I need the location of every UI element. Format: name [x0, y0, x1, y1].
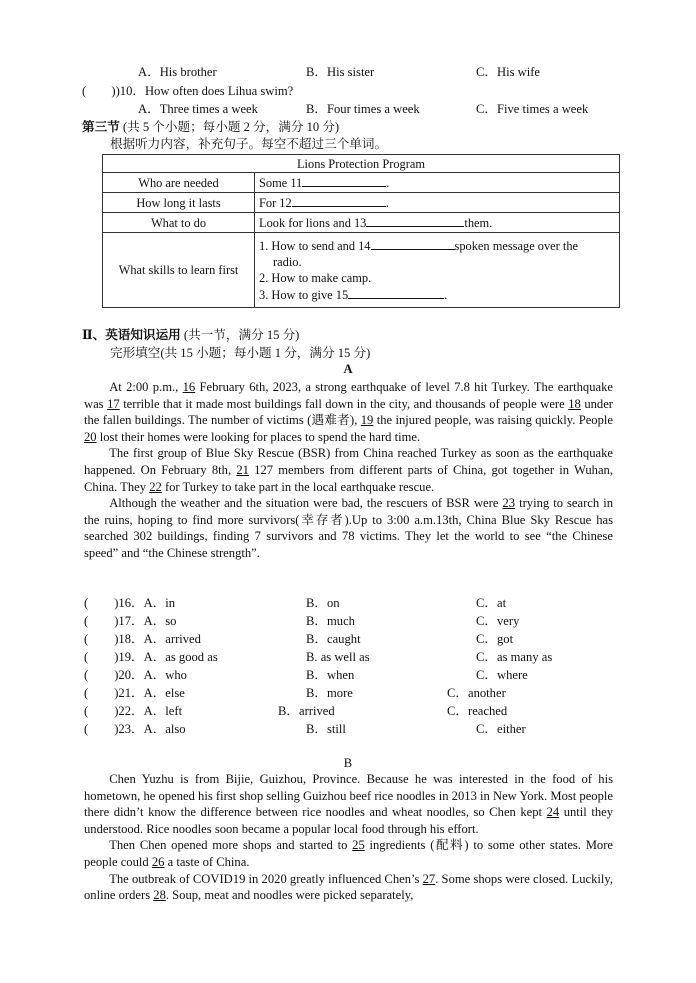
option-a: A．also — [143, 722, 186, 736]
text: lost their homes were looking for places to spend the hard time. — [99, 429, 421, 444]
section3-title: 第三节 — [82, 120, 120, 134]
text: ingredients (配料) to some other states. More people could — [84, 838, 613, 869]
q10-stem — [82, 83, 293, 100]
blank-11-after: . — [386, 176, 390, 190]
blank-12[interactable] — [292, 194, 386, 207]
question-17-b: B．much — [306, 614, 355, 628]
question-number: )19． — [114, 650, 144, 664]
text: under the fallen buildings. The number of victims (遇难者), — [84, 396, 613, 428]
passage-a-p3 — [84, 495, 613, 561]
table-value-how-long — [255, 193, 620, 213]
option-a: A．who — [143, 668, 187, 682]
skills-line-2: 2. How to make camp. — [259, 271, 372, 285]
question-number: )22． — [114, 704, 144, 718]
text: The outbreak of COVID19 in 2020 greatly influenced Chen’s — [109, 871, 420, 886]
question-number: )17． — [114, 614, 144, 628]
lions-table — [102, 154, 620, 308]
question-16-b: B．on — [306, 596, 340, 610]
skills-line-1 — [259, 237, 615, 254]
paren: ( — [84, 704, 89, 718]
skills-line-1b: radio. — [273, 255, 302, 269]
question-19 — [84, 649, 218, 666]
question-number: )23． — [114, 722, 144, 736]
question-17-c: C．very — [476, 614, 520, 628]
table-value-skills — [255, 233, 620, 308]
blank-13[interactable] — [366, 214, 464, 227]
table-key-how-long: How long it lasts — [103, 193, 255, 213]
question-19-b: B. as well as — [306, 650, 370, 664]
q10-option-c: C．Five times a week — [476, 102, 589, 116]
text: 127 members from different parts of China, got together in Wuhan, China. They — [84, 462, 614, 494]
passage-a-label: A — [343, 362, 353, 376]
blank-26[interactable]: 26 — [151, 854, 165, 869]
blank-16[interactable]: 16 — [182, 380, 196, 394]
section3-note: (共 5 个小题；每小题 2 分，满分 10 分) — [119, 120, 340, 134]
passage-b-label: B — [343, 756, 353, 770]
text: . Soup, meat and noodles were picked separately, — [165, 888, 414, 903]
passage-b-p3 — [84, 871, 613, 904]
blank-19[interactable]: 19 — [360, 413, 374, 428]
blank-14[interactable] — [371, 237, 455, 250]
text: a taste of China. — [167, 854, 250, 869]
question-17 — [84, 613, 176, 630]
q9-option-a: A．His brother — [138, 65, 217, 79]
question-number: )16． — [114, 596, 144, 610]
option-a: A．as good as — [143, 650, 218, 664]
passage-b-p1 — [84, 771, 613, 837]
q10-option-a: A．Three times a week — [138, 102, 258, 116]
passage-a-p1 — [84, 379, 613, 445]
question-23-c: C．either — [476, 722, 526, 736]
blank-15[interactable] — [348, 286, 444, 299]
option-a: A．arrived — [143, 632, 201, 646]
part2-title: Ⅱ、英语知识运用 — [82, 328, 181, 342]
question-20-b: B．when — [306, 668, 355, 682]
question-number: )20． — [114, 668, 144, 682]
passage-a-p2 — [84, 445, 613, 495]
paren: ( — [84, 686, 89, 700]
blank-28[interactable]: 28 — [153, 888, 166, 903]
q10-option-b: B．Four times a week — [306, 102, 420, 116]
q10-paren: ( ) — [82, 84, 116, 98]
text: February 6th, 2023, a strong earthquake of level 7.8 hit Turkey. The earthquake was — [84, 380, 613, 411]
text: the injured people, was raising quickly. People — [376, 413, 613, 428]
table-value-what-to-do — [255, 213, 620, 233]
table-key-what-to-do: What to do — [103, 213, 255, 233]
section3-instruction: 根据听力内容，补充句子。每空不超过三个单词。 — [110, 137, 388, 151]
question-20-c: C．where — [476, 668, 528, 682]
question-number: )18． — [114, 632, 144, 646]
question-21-b: B．more — [306, 686, 353, 700]
blank-24[interactable]: 24 — [546, 805, 560, 820]
table-key-skills: What skills to learn first — [103, 233, 255, 308]
blank-13-after: them. — [464, 216, 493, 230]
text: The first group of Blue Sky Rescue (BSR) from China reached Turkey as soon as the earthquake happened. On February 8th, — [84, 446, 613, 477]
paren: ( — [84, 650, 89, 664]
paren: ( — [84, 596, 89, 610]
question-22 — [84, 703, 182, 720]
skills-line-1-tail: spoken message over the — [454, 239, 579, 253]
option-a: A．in — [143, 596, 176, 610]
text: until they understood. Rice noodles soon became a popular local food through his effort. — [84, 805, 613, 836]
passage-a — [84, 379, 613, 562]
blank-12-label: For 12 — [259, 196, 292, 210]
blank-14-label: 1. How to send and 14 — [259, 239, 371, 253]
blank-23[interactable]: 23 — [502, 496, 516, 511]
blank-12-after: . — [385, 196, 389, 210]
text: Although the weather and the situation were bad, the rescuers of BSR were — [109, 496, 499, 511]
q9-option-c: C．His wife — [476, 65, 541, 79]
blank-22[interactable]: 22 — [149, 479, 162, 494]
text: . Some shops were closed. Luckily, online orders — [84, 871, 614, 903]
text: Chen Yuzhu is from Bijie, Guizhou, Province. Because he was interested in the food of his hometown, he opened his first shop selling Guizhou beef rice noodles in 2013 in New York. Most people there didn’t know the difference between rice noodles and wheat noodles, so Chen kept — [84, 772, 613, 820]
blank-27[interactable]: 27 — [422, 871, 436, 886]
blank-17[interactable]: 17 — [107, 396, 120, 411]
question-22-b: B．arrived — [278, 704, 335, 718]
blank-20[interactable]: 20 — [84, 429, 97, 444]
table-value-who — [255, 173, 620, 193]
blank-13-label: Look for lions and 13 — [259, 216, 367, 230]
blank-15-after: . — [444, 288, 448, 302]
part2-note: (共一节，满分 15 分) — [180, 328, 300, 342]
q10-text: )10．How often does Lihua swim? — [115, 84, 294, 98]
part2-heading — [82, 327, 299, 344]
text: At 2:00 p.m., — [109, 380, 179, 394]
question-18 — [84, 631, 201, 648]
paren: ( — [84, 722, 89, 736]
question-22-c: C．reached — [447, 704, 508, 718]
blank-25[interactable]: 25 — [352, 838, 365, 853]
question-18-b: B．caught — [306, 632, 361, 646]
question-21-c: C．another — [447, 686, 506, 700]
question-16 — [84, 595, 175, 612]
question-23-b: B．still — [306, 722, 346, 736]
section3-heading — [82, 119, 339, 136]
passage-b — [84, 771, 613, 904]
part2-instruction: 完形填空(共 15 小题；每小题 1 分，满分 15 分) — [110, 346, 371, 360]
question-18-c: C．got — [476, 632, 514, 646]
text: for Turkey to take part in the local earthquake rescue. — [164, 479, 435, 494]
paren: ( — [84, 668, 89, 682]
passage-b-p2 — [84, 837, 613, 870]
blank-11[interactable] — [302, 174, 386, 187]
question-21 — [84, 685, 185, 702]
table-title: Lions Protection Program — [103, 155, 620, 173]
table-key-who: Who are needed — [103, 173, 255, 193]
option-a: A．else — [143, 686, 185, 700]
question-19-c: C．as many as — [476, 650, 553, 664]
question-number: )21． — [114, 686, 144, 700]
blank-21[interactable]: 21 — [236, 462, 249, 477]
question-16-c: C．at — [476, 596, 507, 610]
blank-15-label: 3. How to give 15 — [259, 288, 349, 302]
question-23 — [84, 721, 186, 738]
blank-18[interactable]: 18 — [568, 396, 581, 411]
text: trying to search in the ruins, hoping to find more survivors(幸存者).Up to 3:00 a.m.13th, China Blue Sky Rescue has searched 302 buildings, finding 7 survivors and 78 victims. They let the world to see “the Chinese speed” and “the Chinese strength”. — [84, 496, 613, 560]
q9-option-b: B．His sister — [306, 65, 375, 79]
text: Then Chen opened more shops and started to — [109, 838, 348, 853]
question-20 — [84, 667, 187, 684]
option-a: A．so — [143, 614, 177, 628]
paren: ( — [84, 632, 89, 646]
skills-line-3 — [259, 286, 615, 303]
option-a: A．left — [143, 704, 183, 718]
blank-11-label: Some 11 — [259, 176, 303, 190]
text: terrible that it made most buildings fall down in the city, and thousands of people were — [123, 396, 565, 411]
paren: ( — [84, 614, 89, 628]
